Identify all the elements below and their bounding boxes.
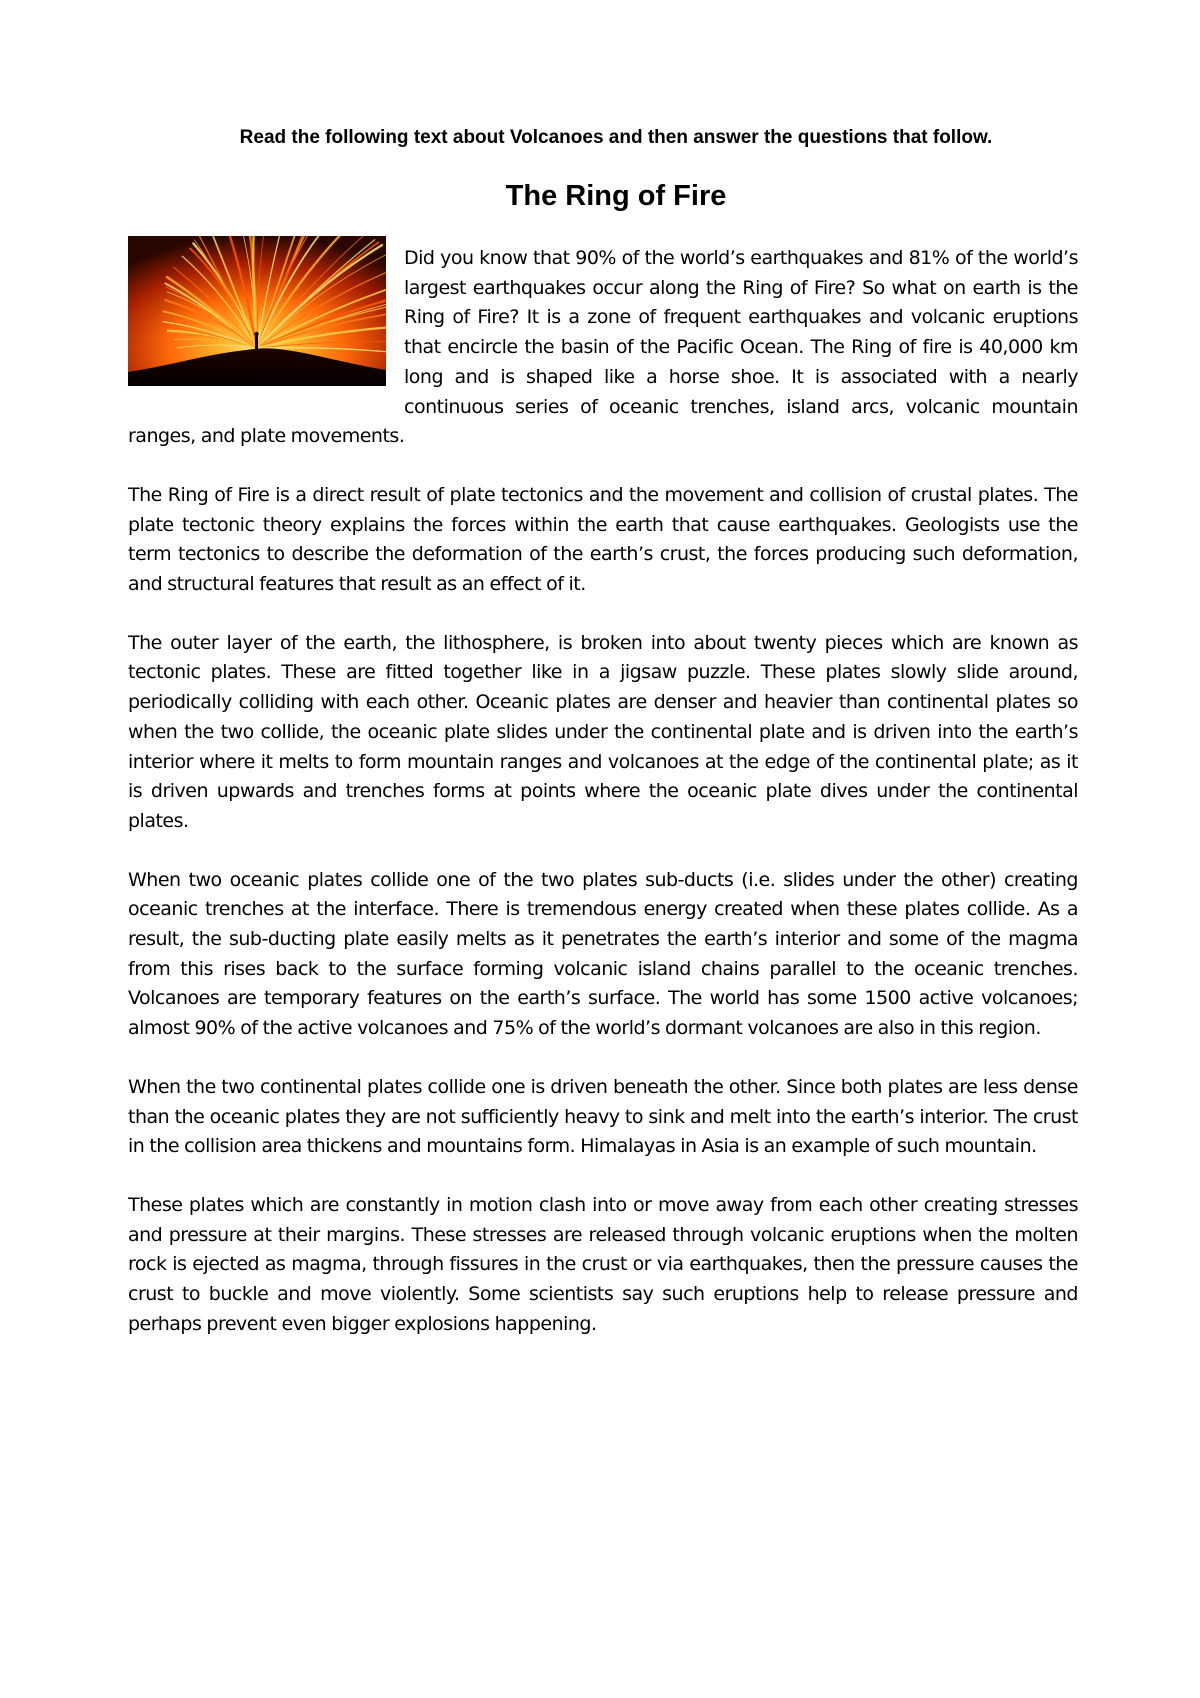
paragraph: Did you know that 90% of the world’s earthquakes and 81% of the world’s largest earthquakes occur along the Ring of Fire? So what on earth is the Ring of Fire? It is a zone of frequent earthquakes and volcanic eruptions that encircle the basin of the Pacific Ocean. The Ring of fire is 40,000 km long and is shaped like a horse shoe. It is associated with a nearly continuous series of oceanic trenches, island arcs, volcanic mountain ranges, and plate movements. [128, 247, 1078, 448]
reading-passage [128, 244, 1078, 1340]
instruction-text: Read the following text about Volcanoes and then answer the questions that follow. [239, 127, 993, 148]
paragraph: When two oceanic plates collide one of the two plates sub-ducts (i.e. slides under the other) creating oceanic trenches at the interface. There is tremendous energy created when these plates collide. As a result, the sub-ducting plate easily melts as it penetrates the earth’s interior and some of the magma from this rises back to the surface forming volcanic island chains parallel to the oceanic trenches. Volcanoes are temporary features on the earth’s surface. The world has some 1500 active volcanoes; almost 90% of the active volcanoes and 75% of the world’s dormant volcanoes are also in this region. [128, 868, 1078, 1040]
page-title: The Ring of Fire [505, 180, 727, 212]
volcano-icon [128, 236, 386, 386]
paragraph: The outer layer of the earth, the lithosphere, is broken into about twenty pieces which are known as tectonic plates. These are fitted together like in a jigsaw puzzle. These plates slowly slide around, periodically colliding with each other. Oceanic plates are denser and heavier than continental plates so when the two collide, the oceanic plate slides under the continental plate and is driven into the earth’s interior where it melts to form mountain ranges and volcanoes at the edge of the continental plate; as it is driven upwards and trenches forms at points where the oceanic plate dives under the continental plates. [128, 631, 1078, 832]
paragraph: When the two continental plates collide one is driven beneath the other. Since both plates are less dense than the oceanic plates they are not sufficiently heavy to sink and melt into the earth’s interior. The crust in the collision area thickens and mountains form. Himalayas in Asia is an example of such mountain. [128, 1075, 1078, 1158]
paragraph: The Ring of Fire is a direct result of plate tectonics and the movement and collision of crustal plates. The plate tectonic theory explains the forces within the earth that cause earthquakes. Geologists use the term tectonics to describe the deformation of the earth’s crust, the forces producing such deformation, and structural features that result as an effect of it. [128, 483, 1078, 596]
paragraph: These plates which are constantly in motion clash into or move away from each other creating stresses and pressure at their margins. These stresses are released through volcanic eruptions when the molten rock is ejected as magma, through fissures in the crust or via earthquakes, then the pressure causes the crust to buckle and move violently. Some scientists say such eruptions help to release pressure and perhaps prevent even bigger explosions happening. [128, 1193, 1078, 1335]
volcano-eruption-image [128, 236, 386, 386]
worksheet-page [128, 124, 1078, 1340]
